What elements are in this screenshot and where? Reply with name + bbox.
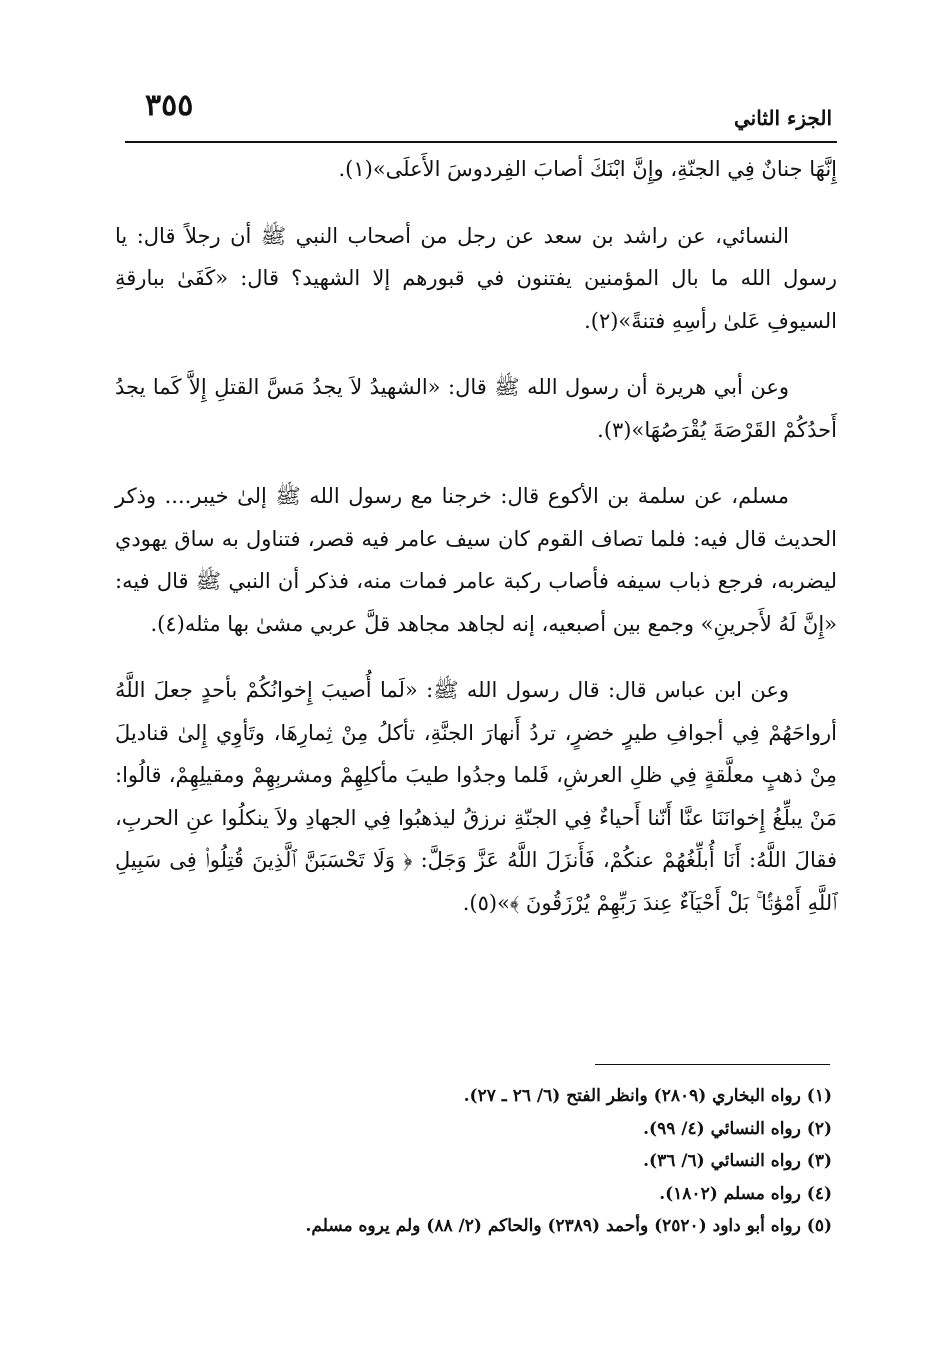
paragraph-nasai-rashid: النسائي، عن راشد بن سعد عن رجل من أصحاب النبي ﷺ أن رجلاً قال: يا رسول الله ما بال المؤمنين يفتنون في قبورهم إلا الشهيد؟ قال: «كَفَىٰ ببارقةِ السيوفِ عَلىٰ رأسِهِ فتنةً»(٢). — [115, 223, 837, 333]
footnote-5: (٥) رواه أبو داود (٢٥٢٠) وأحمد (٢٣٨٩) والحاكم (٢/ ٨٨) ولم يروه مسلم. — [305, 1216, 832, 1236]
paragraph-salama-khaybar: مسلم، عن سلمة بن الأكوع قال: خرجنا مع رسول الله ﷺ إلىٰ خيبر.... وذكر الحديث قال فيه: فلما تصاف القوم كان سيف عامر فيه قصر، فتناول به ساق يهودي ليضربه، فرجع ذباب سيفه فأصاب ركبة عامر فمات منه، فذكر أن النبي ﷺ قال فيه: «إِنَّ لَهُ لأَجرينِ» وجمع بين أصبعيه، إنه لجاهد مجاهد قلَّ عربي مشىٰ بها مثله(٤). — [115, 484, 837, 636]
running-title: الجزء الثاني — [734, 106, 832, 130]
page-header — [125, 86, 832, 138]
footnote-3: (٣) رواه النسائي (٦/ ٣٦). — [643, 1151, 832, 1171]
footnote-rule — [595, 1064, 830, 1065]
header-rule — [125, 141, 837, 143]
footnotes — [140, 1080, 832, 1243]
footnote-2: (٢) رواه النسائي (٤/ ٩٩). — [643, 1118, 832, 1139]
page-number: ٣٥٥ — [145, 88, 194, 123]
main-text — [115, 148, 837, 924]
paragraph-abu-hurayra: وعن أبي هريرة أن رسول الله ﷺ قال: «الشهيدُ لاَ يجدُ مَسَّ القتلِ إِلاَّ كَما يجدُ أَحدُكُمْ القَرْصَةَ يُقْرَصُهَا»(٣). — [115, 375, 837, 442]
paragraph-continuation: إِنَّهَا جنانٌ فِي الجنّةِ، وإِنَّ ابْنَكَ أصابَ الفِردوسَ الأَعلَى»(١). — [338, 157, 837, 181]
footnote-1: (١) رواه البخاري (٢٨٠٩) وانظر الفتح (٦/ ٢٦ ـ ٢٧). — [463, 1086, 832, 1106]
footnote-4: (٤) رواه مسلم (١٨٠٢). — [659, 1183, 832, 1204]
paragraph-ibn-abbas: وعن ابن عباس قال: قال رسول الله ﷺ: «لَما أُصيبَ إِخوانُكُمْ بأحدٍ جعلَ اللَّهُ أرواحَهُمْ فِي أجوافِ طيرٍ خضرٍ، تردُ أَنهارَ الجنَّةِ، تأكلُ مِنْ ثِمارِهَا، وتَأوِي إِلىٰ قناديلَ مِنْ ذهبٍ معلَّقةٍ فِي ظلِ العرشِ، فَلما وجدُوا طيبَ مأكلِهِمْ ومشربِهِمْ ومقيلِهِمْ، قالُوا: مَنْ يبلِّغُ إِخوانَنَا عنَّا أَنّنا أَحياءٌ فِي الجنّةِ نرزقُ ليذهبُوا فِي الجهادِ ولاَ ينكلُوا عنِ الحربِ، فقالَ اللَّهُ: أَنَا أُبلِّغُهُمْ عنكُمْ، فَأَنزَلَ اللَّهُ عَزَّ وَجَلَّ: ﴿ وَلَا تَحْسَبَنَّ ٱلَّذِينَ قُتِلُوا۟ فِى سَبِيلِ ٱللَّهِ أَمْوَٰتًۢا ۚ بَلْ أَحْيَآءٌ عِندَ رَبِّهِمْ يُرْزَقُونَ ﴾»(٥). — [115, 678, 837, 915]
